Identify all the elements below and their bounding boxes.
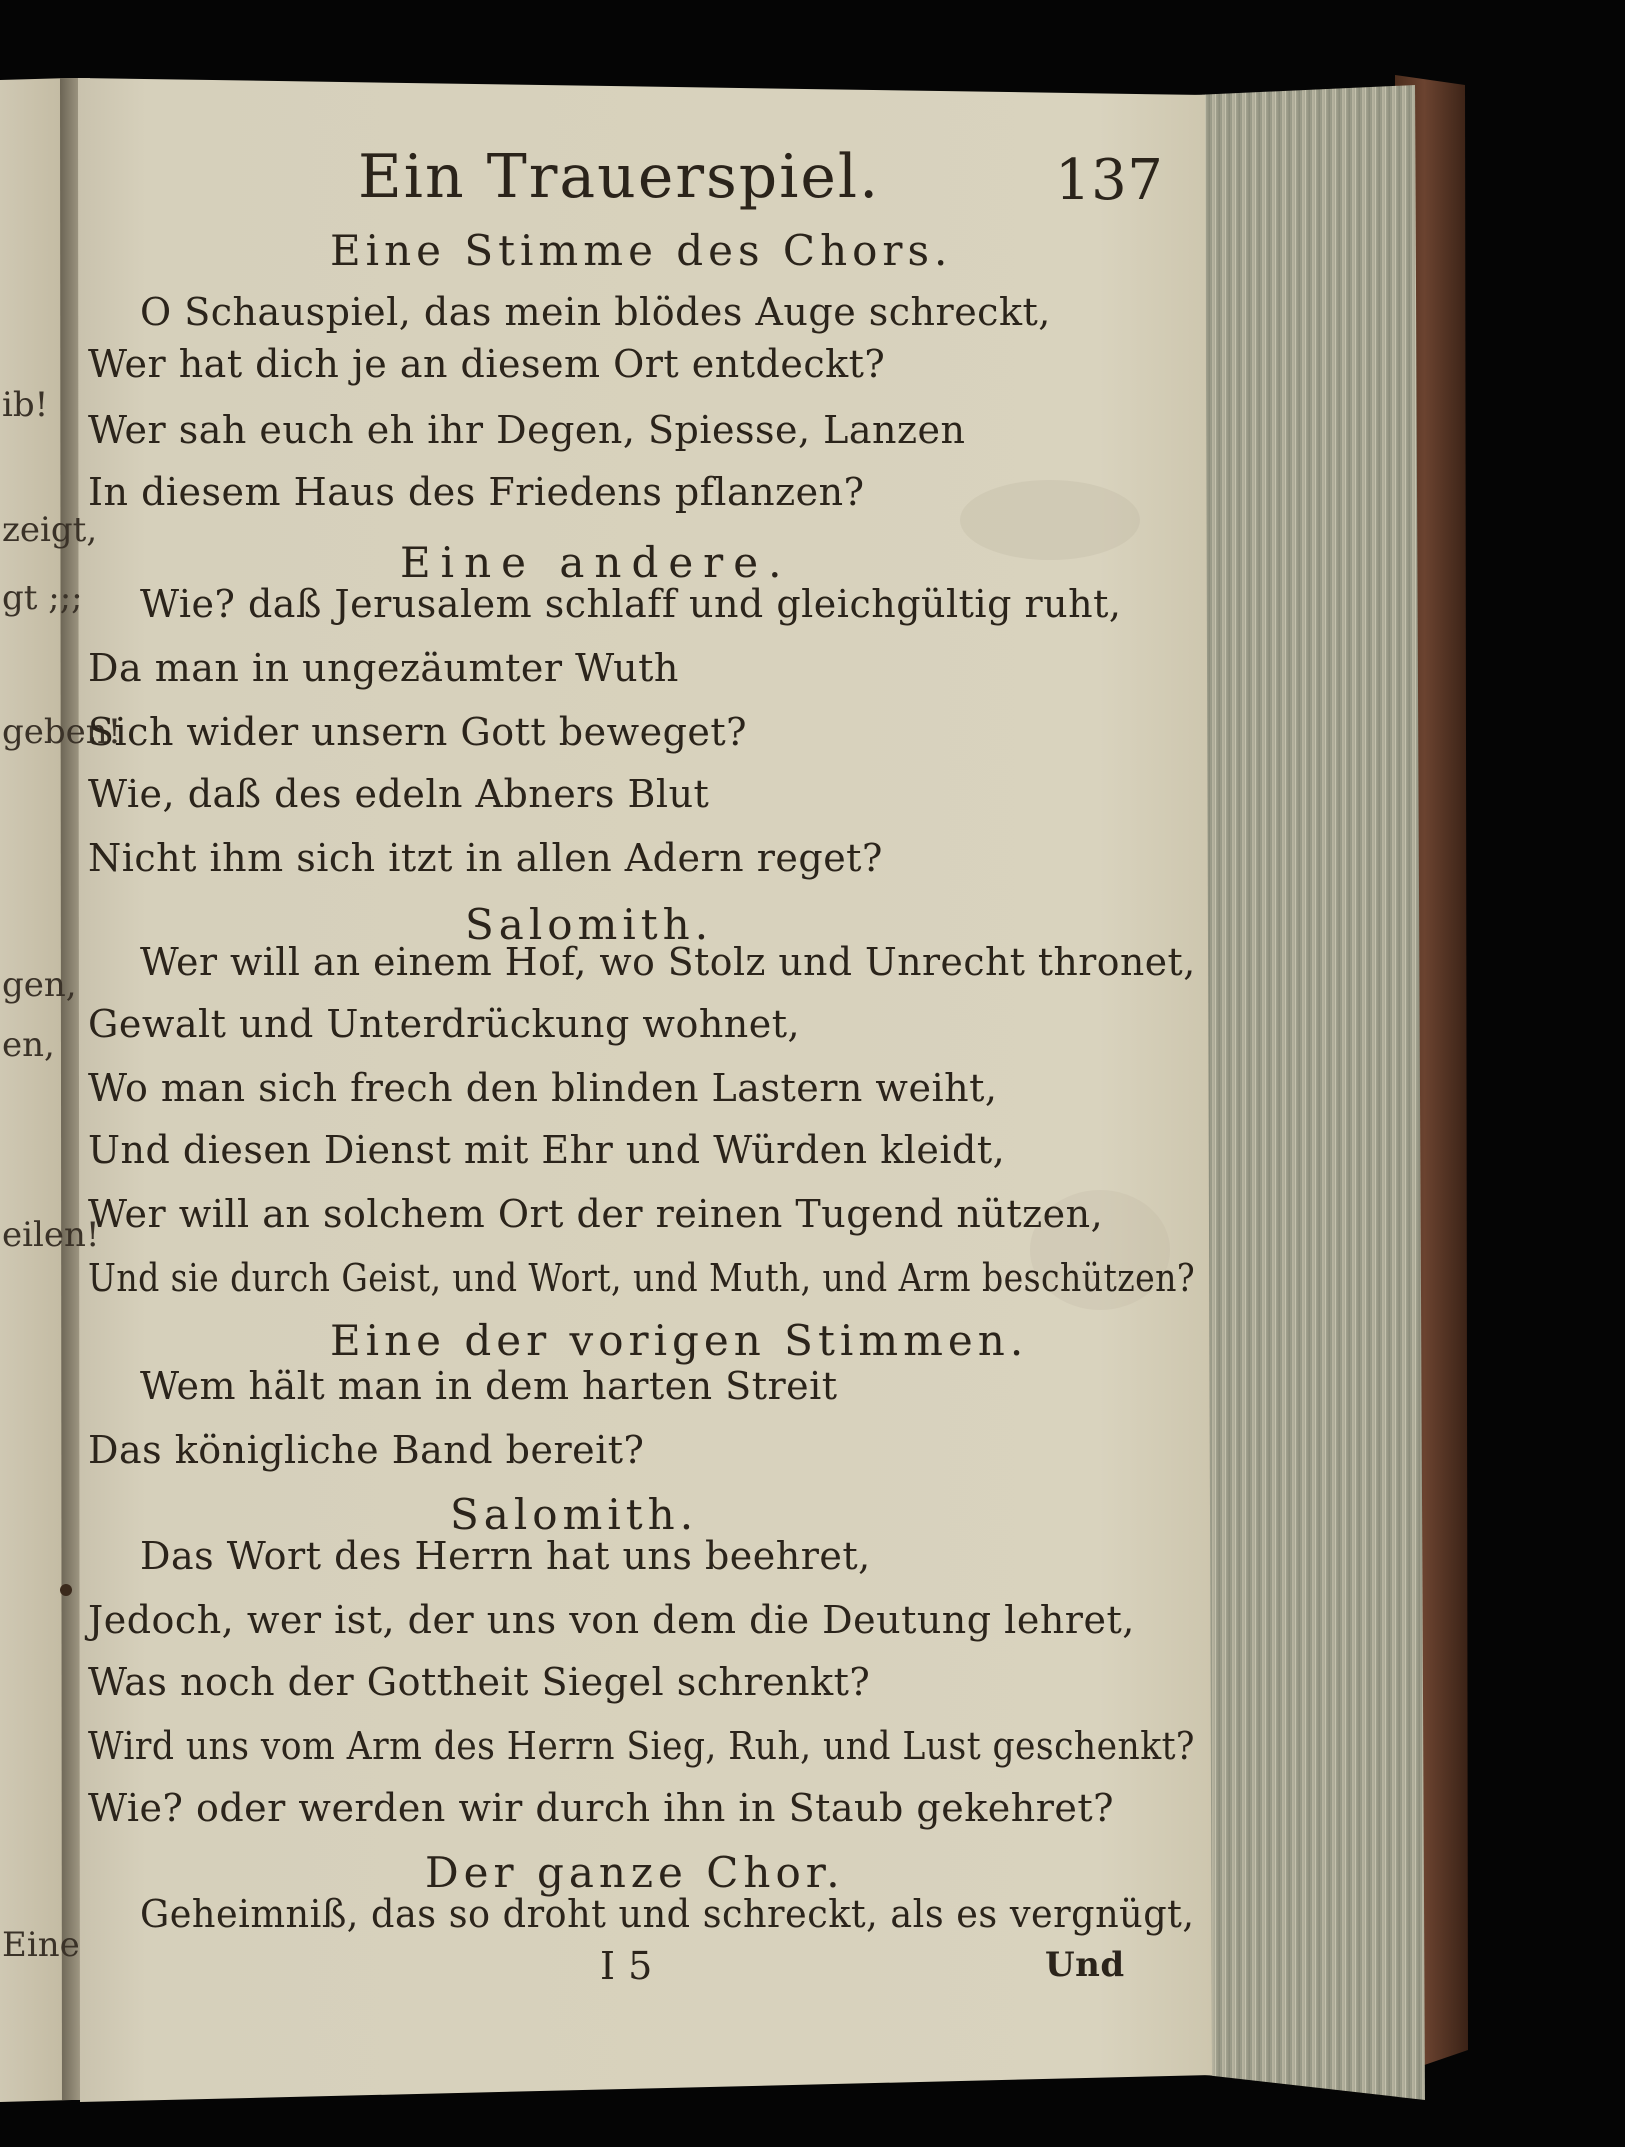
verse-line: Wer will an einem Hof, wo Stolz und Unrecht thronet, — [140, 940, 1196, 984]
facing-page-fragment: gt ;;; — [2, 578, 83, 618]
speaker-heading: Eine Stimme des Chors. — [330, 226, 953, 275]
verse-line: Geheimniß, das so droht und schreckt, als es vergnügt, — [140, 1892, 1195, 1936]
speaker-heading: Salomith. — [450, 1490, 699, 1539]
verse-line: Wird uns vom Arm des Herrn Sieg, Ruh, und Lust geschenkt? — [88, 1724, 1195, 1768]
page-number: 137 — [1055, 148, 1164, 213]
verse-line: Und sie durch Geist, und Wort, und Muth, und Arm beschützen? — [88, 1256, 1196, 1300]
verse-line: Nicht ihm sich itzt in allen Adern reget? — [88, 836, 883, 880]
verse-line: Wer will an solchem Ort der reinen Tugend nützen, — [88, 1192, 1104, 1236]
speaker-heading: Eine andere. — [400, 538, 792, 587]
verse-line: Sich wider unsern Gott beweget? — [88, 710, 748, 754]
speaker-heading: Eine der vorigen Stimmen. — [330, 1316, 1029, 1365]
verse-line: Wem hält man in dem harten Streit — [140, 1364, 838, 1408]
signature-mark: I 5 — [600, 1944, 653, 1988]
verse-line: Wer hat dich je an diesem Ort entdeckt? — [88, 342, 886, 386]
verse-line: Wie? daß Jerusalem schlaff und gleichgültig ruht, — [140, 582, 1122, 626]
facing-page-fragment: zeigt, — [2, 510, 98, 550]
verse-line: Wer sah euch eh ihr Degen, Spiesse, Lanzen — [88, 408, 966, 452]
verse-line: O Schauspiel, das mein blödes Auge schreckt, — [140, 290, 1051, 334]
verse-line: In diesem Haus des Friedens pflanzen? — [88, 470, 865, 514]
speaker-heading: Der ganze Chor. — [425, 1848, 845, 1897]
facing-page-fragment: gen, — [2, 965, 77, 1005]
verse-line: Gewalt und Unterdrückung wohnet, — [88, 1002, 801, 1046]
verse-line: Wie? oder werden wir durch ihn in Staub gekehret? — [88, 1786, 1115, 1830]
catchword: Und — [1045, 1945, 1125, 1985]
speaker-heading: Salomith. — [465, 900, 714, 949]
facing-page-fragment: en, — [2, 1025, 55, 1065]
verse-line: Und diesen Dienst mit Ehr und Würden kleidt, — [88, 1128, 1006, 1172]
verse-line: Jedoch, wer ist, der uns von dem die Deutung lehret, — [88, 1598, 1135, 1642]
verse-line: Das Wort des Herrn hat uns beehret, — [140, 1534, 871, 1578]
verse-line: Da man in ungezäumter Wuth — [88, 646, 679, 690]
facing-page-fragment: Eine — [2, 1925, 80, 1965]
running-header: Ein Trauerspiel. — [358, 142, 881, 212]
verse-line: Wie, daß des edeln Abners Blut — [88, 772, 710, 816]
facing-page-fragment: eilen! — [2, 1215, 100, 1255]
facing-page-fragment: ib! — [2, 385, 49, 425]
facing-page-fragment: geben! — [2, 712, 122, 752]
verse-line: Was noch der Gottheit Siegel schrenkt? — [88, 1660, 871, 1704]
verse-line: Das königliche Band bereit? — [88, 1428, 645, 1472]
verse-line: Wo man sich frech den blinden Lastern weiht, — [88, 1066, 998, 1110]
